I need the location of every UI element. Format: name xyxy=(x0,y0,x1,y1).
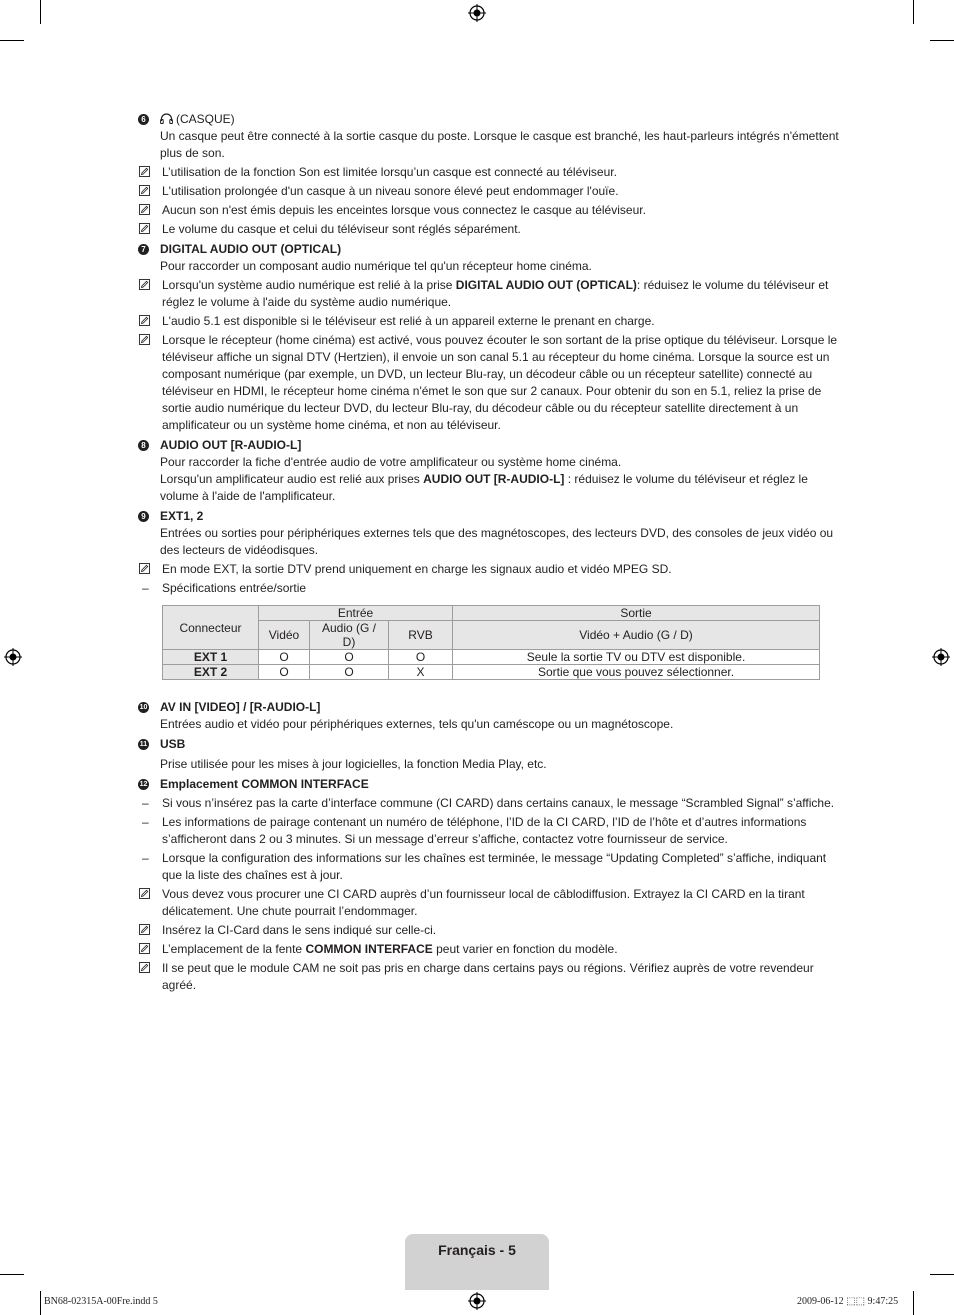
document-body xyxy=(138,111,843,994)
note-icon xyxy=(139,888,150,899)
section-ext xyxy=(138,508,843,559)
section-digital-audio-out xyxy=(138,241,843,275)
note-icon xyxy=(139,334,150,345)
dash-item: – Les informations de pairage contenant un numéro de téléphone, l’ID de la CI CARD, l’ID de l’hôte et d’autres informations s’afficheront dans 2 ou 3 minutes. Si un message d’erreur s’affiche, contactez votre fournisseur de service. xyxy=(142,815,807,846)
note-icon xyxy=(139,315,150,326)
table-header-video: Vidéo xyxy=(259,621,310,650)
print-timestamp: 2009-06-12 ⬚⬚ 9:47:25 xyxy=(797,1296,899,1307)
section-body: Pour raccorder la fiche d'entrée audio de votre amplificateur ou système home cinéma. xyxy=(160,455,622,469)
note-item: Le volume du casque et celui du téléviseur sont réglés séparément. xyxy=(138,221,843,238)
registration-mark-right-icon xyxy=(932,648,950,666)
section-title: DIGITAL AUDIO OUT (OPTICAL) xyxy=(160,242,342,256)
section-number-badge: 12 xyxy=(139,781,148,788)
note-item: Lorsqu'un système audio numérique est relié à la prise DIGITAL AUDIO OUT (OPTICAL): réduisez le volume du téléviseur et réglez le volume à l'aide du système audio numérique. xyxy=(138,277,843,311)
note-icon xyxy=(139,279,150,290)
section-title: AV IN [VIDEO] / [R-AUDIO-L] xyxy=(160,700,321,714)
table-row: EXT 2 O O X Sortie que vous pouvez sélectionner. xyxy=(163,665,820,680)
section-number-badge: 7 xyxy=(138,244,149,255)
section-number-badge: 9 xyxy=(138,511,149,522)
page-number-label: Français - 5 xyxy=(438,1242,516,1258)
note-item: L'audio 5.1 est disponible si le téléviseur est relié à un appareil externe le prenant en charge. xyxy=(138,313,843,330)
table-row: EXT 1 O O O Seule la sortie TV ou DTV est disponible. xyxy=(163,650,820,665)
note-item: En mode EXT, la sortie DTV prend uniquement en charge les signaux audio et vidéo MPEG SD. xyxy=(138,561,843,578)
dash-item: – Si vous n’insérez pas la carte d’interface commune (CI CARD) dans certains canaux, le message “Scrambled Signal” s’affiche. xyxy=(142,796,835,810)
section-title: AUDIO OUT [R-AUDIO-L] xyxy=(160,438,302,452)
registration-mark-top-icon xyxy=(468,4,486,22)
print-file-slug: BN68-02315A-00Fre.indd 5 xyxy=(44,1296,158,1307)
table-header-rvb: RVB xyxy=(389,621,453,650)
note-item: Vous devez vous procurer une CI CARD auprès d’un fournisseur local de câblodiffusion. Extrayez la CI CARD en la tirant délicatement. Une chute pourrait l’endommager. xyxy=(138,886,843,920)
section-number-badge: 6 xyxy=(138,114,149,125)
section-body: Lorsqu'un amplificateur audio est relié aux prises AUDIO OUT [R-AUDIO-L] : réduisez le volume du téléviseur et réglez le volume à l'aide de l'amplificateur. xyxy=(160,472,808,503)
table-header-audio: Audio (G / D) xyxy=(310,621,389,650)
table-header-sortie-sub: Vidéo + Audio (G / D) xyxy=(453,621,820,650)
note-item: Aucun son n'est émis depuis les enceintes lorsque vous connectez le casque au téléviseur. xyxy=(138,202,843,219)
note-icon xyxy=(139,185,150,196)
note-item: L’emplacement de la fente COMMON INTERFACE peut varier en fonction du modèle. xyxy=(138,941,843,958)
table-header-connecteur: Connecteur xyxy=(163,606,259,650)
section-body: Entrées ou sorties pour périphériques externes tels que des magnétoscopes, des lecteurs DVD, des consoles de jeux vidéo ou des lecteurs de vidéodisques. xyxy=(160,526,834,557)
section-headphones xyxy=(138,111,843,162)
section-av-in xyxy=(138,699,843,733)
note-icon xyxy=(139,563,150,574)
table-header-sortie: Sortie xyxy=(453,606,820,621)
note-item: Lorsque le récepteur (home cinéma) est activé, vous pouvez écouter le son sortant de la prise optique du téléviseur. Lorsque le téléviseur affiche un signal DTV (Hertzien), il envoie un son canal 5.1 au récepteur du home cinéma. Lorsque la source est un composant numérique (par exemple, un DVD, un lecteur Blu-ray, un décodeur câble ou un récepteur satellite) connecté au téléviseur en HDMI, le récepteur home cinéma n'émet le son que sur 2 canaux. Pour obtenir du son en 5.1, reliez la prise de sortie audio numérique du lecteur DVD, du lecteur Blu-ray, du décodeur câble ou du récepteur satellite directement à un amplificateur ou un système home cinéma, et non au téléviseur. xyxy=(138,332,843,434)
section-number-badge: 8 xyxy=(138,440,149,451)
section-number-badge: 10 xyxy=(139,704,148,711)
note-icon xyxy=(139,204,150,215)
section-audio-out xyxy=(138,437,843,505)
dash-item: – Lorsque la configuration des informations sur les chaînes est terminée, le message “Updating Completed” s’affiche, indiquant que la liste des chaînes est à jour. xyxy=(142,851,827,882)
dash-item: – Spécifications entrée/sortie xyxy=(142,581,307,595)
section-body: Pour raccorder un composant audio numérique tel qu'un récepteur home cinéma. xyxy=(160,259,592,273)
note-icon xyxy=(139,943,150,954)
section-common-interface xyxy=(138,776,843,793)
section-number-badge: 11 xyxy=(139,741,148,748)
headphones-icon xyxy=(160,113,173,124)
section-title: USB xyxy=(160,737,186,751)
note-item: Il se peut que le module CAM ne soit pas pris en charge dans certains pays ou régions. Vérifiez auprès de votre revendeur agréé. xyxy=(138,960,843,994)
section-body: Un casque peut être connecté à la sortie casque du poste. Lorsque le casque est branché, les haut-parleurs intégrés n'émettent plus de son. xyxy=(160,129,839,160)
note-icon xyxy=(139,166,150,177)
section-title: Emplacement COMMON INTERFACE xyxy=(160,777,369,791)
registration-mark-bottom-icon xyxy=(468,1292,486,1310)
section-title: (CASQUE) xyxy=(176,112,235,126)
note-icon xyxy=(139,962,150,973)
section-body: Entrées audio et vidéo pour périphériques externes, tels qu'un caméscope ou un magnétoscope. xyxy=(160,717,674,731)
section-usb xyxy=(138,736,843,773)
registration-mark-left-icon xyxy=(4,648,22,666)
section-body: Prise utilisée pour les mises à jour logicielles, la fonction Media Play, etc. xyxy=(160,757,547,771)
note-item: L'utilisation prolongée d'un casque à un niveau sonore élevé peut endommager l'ouïe. xyxy=(138,183,843,200)
note-icon xyxy=(139,924,150,935)
table-header-entree: Entrée xyxy=(259,606,453,621)
note-item: Insérez la CI-Card dans le sens indiqué sur celle-ci. xyxy=(138,922,843,939)
note-icon xyxy=(139,223,150,234)
note-item: L’utilisation de la fonction Son est limitée lorsqu’un casque est connecté au téléviseur. xyxy=(138,164,843,181)
section-title: EXT1, 2 xyxy=(160,509,204,523)
io-spec-table xyxy=(162,605,820,680)
